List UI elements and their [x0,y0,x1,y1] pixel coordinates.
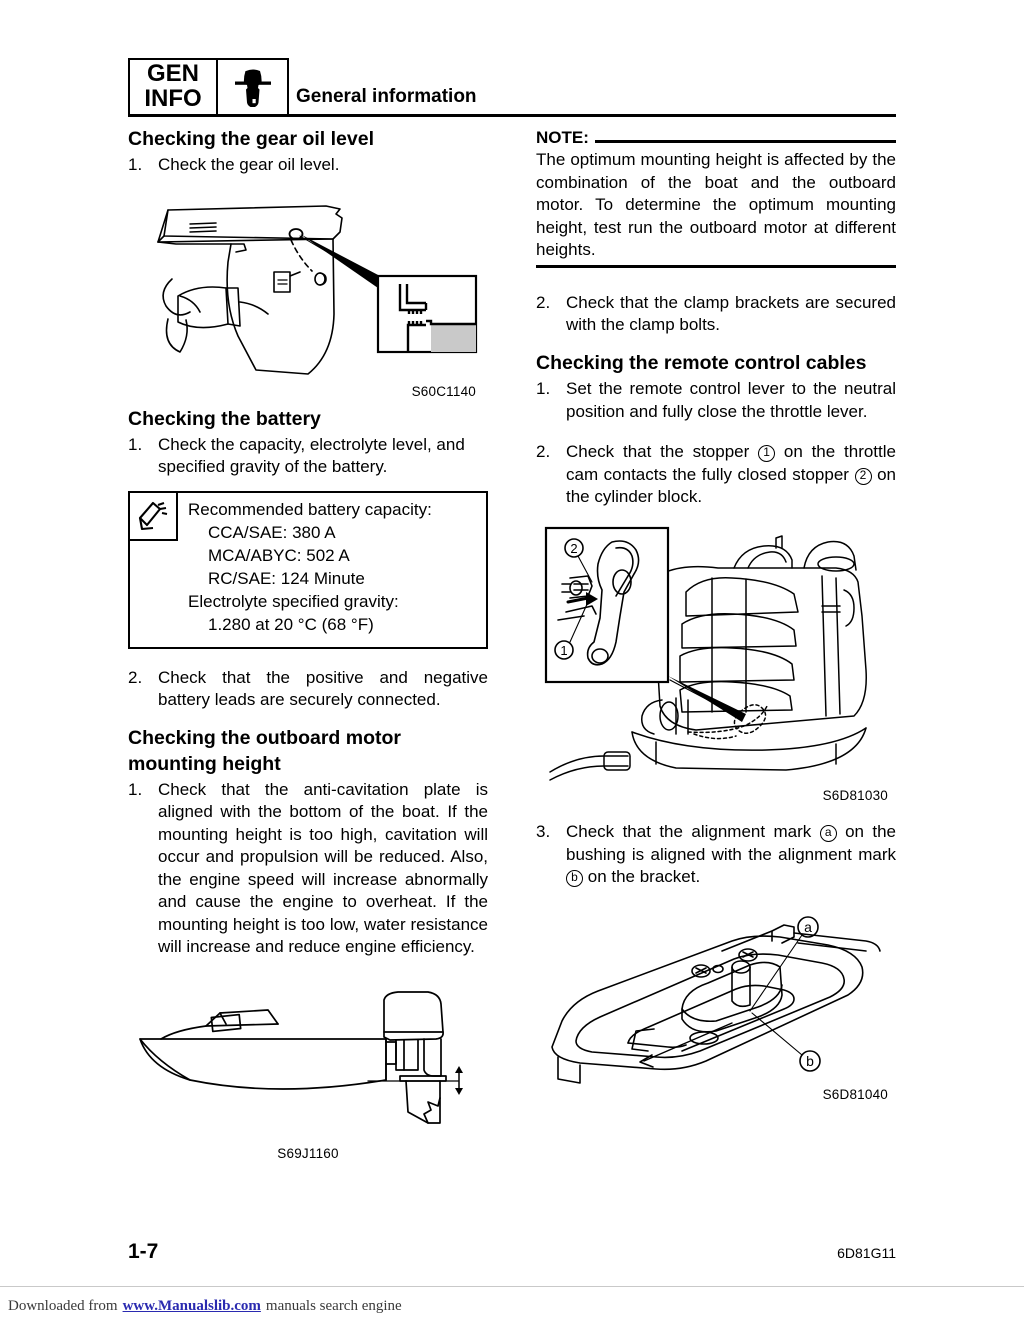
heading-remote-control-cables: Checking the remote control cables [536,352,867,375]
heading-mounting-height-line2: mounting height [128,753,281,776]
section-tab-line1: GEN [146,60,199,88]
step-number: 1. [128,435,143,454]
figure-code: S6D81040 [822,1086,888,1102]
svg-text:b: b [806,1052,814,1069]
figure-code: S60C1140 [411,384,476,400]
step-mounting-1 [128,779,488,959]
step-text-part3: on the bracket. [587,867,701,887]
boat-outboard-mounting-height-figure [128,980,488,1161]
step-number: 1. [128,154,143,174]
watermark-prefix: Downloaded from [8,1298,118,1314]
spec-line-0: Recommended battery capacity: [188,499,432,519]
step-battery-2 [128,667,488,712]
throttle-cam-stopper-engine-figure [536,520,896,803]
step-number: 2. [128,667,143,687]
download-watermark [0,1286,1024,1326]
step-clamp-brackets [536,292,896,337]
manualslib-link[interactable]: www.Manualslib.com [122,1298,261,1314]
callout-marker-a: a [820,825,837,842]
svg-text:2: 2 [570,541,578,557]
watermark-suffix: manuals search engine [265,1298,402,1314]
spec-line-2: MCA/ABYC: 502 A [208,545,350,565]
spec-line-5: 1.280 at 20 °C (68 °F) [208,614,374,634]
bushing-bracket-alignment-figure [536,905,896,1102]
step-gear-oil-1 [128,154,488,176]
heading-checking-battery: Checking the battery [128,408,321,431]
step-number: 3. [536,822,551,842]
svg-text:a: a [804,918,812,935]
callout-marker-b: b [566,870,583,887]
specification-icon [130,493,178,541]
step-text: Check the capacity, electrolyte level, and specified gravity of the battery. [158,435,465,477]
svg-text:1: 1 [560,643,568,659]
note-header [536,128,896,148]
step-cables-2 [536,441,896,508]
step-text-part1: Check that the stopper [566,442,750,462]
spec-line-4: Electrolyte specified gravity: [188,591,399,611]
step-text-part2: on the bushing is aligned with the alignment mark [566,822,896,864]
section-tab-label [130,60,218,114]
gear-oil-level-lower-unit-figure [128,184,488,399]
step-cables-3 [536,821,896,888]
section-tab-line2: INFO [144,85,202,112]
page-header [128,58,896,120]
spec-line-1: CCA/SAE: 380 A [208,522,336,542]
step-cables-1 [536,378,896,423]
step-number: 2. [536,292,551,312]
right-column [536,128,896,1102]
callout-marker-1: 1 [758,445,775,462]
step-text: Check that the clamp brackets are secured with the clamp bolts. [566,292,896,334]
step-number: 1. [128,779,143,799]
step-text-part1: Check that the alignment mark [566,822,812,842]
step-text: Set the remote control lever to the neutral position and fully close the throttle lever. [566,379,896,421]
step-battery-1 [128,434,488,479]
page-footer [128,1240,896,1264]
note-block [536,128,896,268]
step-text [566,821,896,888]
spec-line-3: RC/SAE: 124 Minute [208,568,365,588]
step-text [566,441,896,508]
step-text-part2: on the throttle cam contacts the fully closed stopper [566,442,896,484]
left-column [128,128,488,1161]
step-text: Check that the positive and negative battery leads are securely connected. [158,667,488,709]
page-title: General information [296,86,477,107]
heading-gear-oil-level: Checking the gear oil level [128,128,374,150]
battery-spec-lines [178,493,440,647]
step-text: Check the gear oil level. [158,154,340,174]
figure-code: S69J1160 [277,1146,339,1162]
figure-code: S6D81030 [822,788,888,804]
heading-mounting-height-line1: Checking the outboard motor [128,727,401,750]
outboard-motor-icon [218,60,287,114]
section-tab [128,58,289,116]
page-number: 1-7 [128,1240,159,1263]
step-text-part3: on the cylinder block. [566,464,896,506]
step-number: 1. [536,379,551,399]
battery-specification-box [128,491,488,649]
note-label: NOTE: [536,128,589,147]
step-text: Check that the anti-cavitation plate is aligned with the bottom of the boat. If the mounting height is too high, cavitation will occur and propulsion will be reduced. Also, the engine speed will increase abnormally and cause the engine to overheat. If the mounting height is too low, water resistance will increase and reduce engine efficiency. [158,779,488,956]
note-header-rule [595,140,896,143]
callout-marker-2: 2 [855,468,872,485]
header-rule [128,114,896,117]
step-number: 2. [536,442,551,462]
note-text: The optimum mounting height is affected by the combination of the boat and the outboard motor. To determine the optimum mounting height, test run the outboard motor at different heights. [536,150,896,260]
document-code: 6D81G11 [837,1245,896,1261]
